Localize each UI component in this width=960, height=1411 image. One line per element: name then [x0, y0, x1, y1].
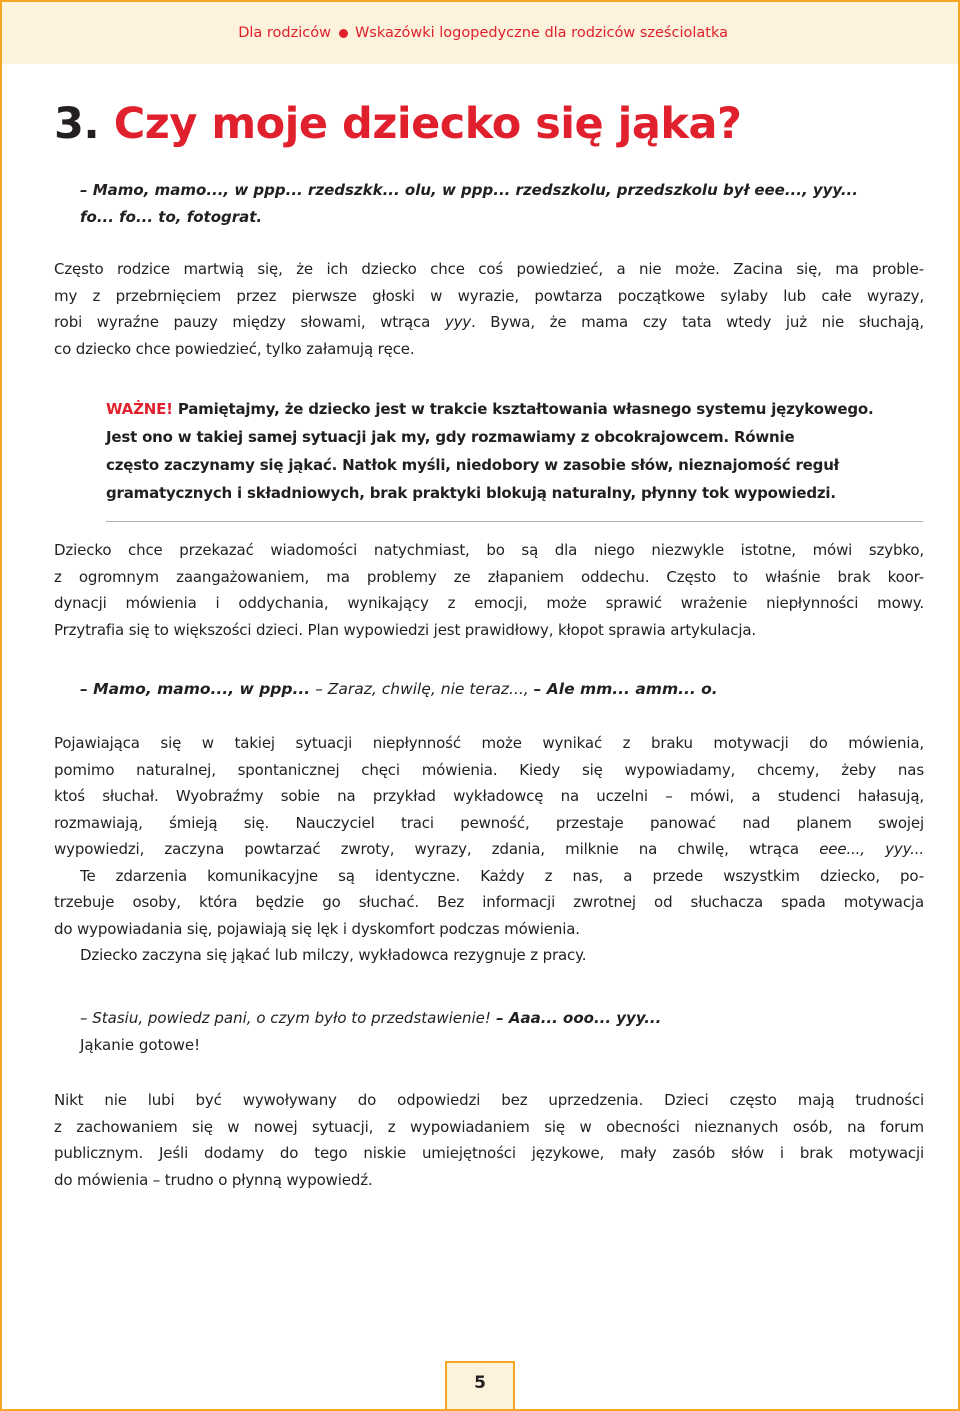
paragraph-line: Przytrafia się to większości dzieci. Plan wypowiedzi jest prawidłowy, kłopot sprawia artykulacja.: [54, 620, 757, 639]
paragraph-line: Często rodzice martwią się, że ich dziecko chce coś powiedzieć, a nie może. Zacina się, ma proble-: [54, 260, 924, 278]
quote-child: – Aaa... ooo... yyy...: [490, 1009, 662, 1027]
chapter-title: [54, 94, 742, 154]
quote-line: Jąkanie gotowe!: [80, 1036, 201, 1054]
text-run: wypowiedzi, zaczyna powtarzać zwroty, wyrazy, zdania, milknie na chwilę, wtrąca: [54, 840, 799, 858]
paragraph-line: z zachowaniem się w nowej sytuacji, z wypowiadaniem się w obecności nieznanych osób, na forum: [54, 1117, 924, 1136]
paragraph-line: dynacji mówienia i oddychania, wynikający z emocji, może sprawić wrażenie niepłynności mowy.: [54, 594, 924, 612]
quote-line: fo... fo... to, fotograt.: [80, 208, 263, 226]
paragraph-line: Te zdarzenia komunikacyjne są identyczne. Każdy z nas, a przede wszystkim dziecko, po-: [80, 866, 924, 885]
header-subtitle: Wskazówki logopedyczne dla rodziców sześciolatka: [354, 25, 728, 41]
paragraph-line: [54, 836, 924, 863]
italic-text-run: eee..., yyy...: [819, 840, 924, 858]
paragraph-line: pomimo naturalnej, spontanicznej chęci mówienia. Kiedy się wypowiadamy, chcemy, żeby nas: [54, 760, 924, 779]
page-number: 5: [445, 1361, 515, 1409]
paragraph-line: Dziecko zaczyna się jąkać lub milczy, wykładowca rezygnuje z pracy.: [80, 946, 587, 964]
paragraph-line: publicznym. Jeśli dodamy do tego niskie umiejętności językowe, mały zasób słów i brak motywacji: [54, 1144, 924, 1162]
paragraph-line: co dziecko chce powiedzieć, tylko załamują ręce.: [54, 339, 415, 358]
quote-line: – Mamo, mamo..., w ppp... rzedszkk... olu, w ppp... rzedszkolu, przedszkolu był eee..., yyy...: [80, 181, 858, 199]
important-note: [106, 395, 924, 507]
important-line: często zaczynamy się jąkać. Natłok myśli, niedobory w zasobie słów, nieznajomość reguł: [106, 456, 840, 474]
paragraph-line: z ogromnym zaangażowaniem, ma problemy ze złapaniem oddechu. Często to właśnie brak koor-: [54, 567, 924, 586]
text-run: . Bywa, że mama czy tata wtedy już nie słuchają,: [471, 313, 925, 331]
paragraph-line: my z przebrnięciem przez pierwsze głoski w wyrazie, powtarza początkowe sylaby lub całe wyrazy,: [54, 286, 924, 305]
paragraph-line: [54, 309, 924, 336]
paragraph-line: do wypowiadania się, pojawiają się lęk i dyskomfort podczas mówienia.: [54, 919, 580, 938]
paragraph-line: Dziecko chce przekazać wiadomości natychmiast, bo są dla niego niezwykle istotne, mówi szybko,: [54, 541, 924, 559]
paragraph-1: [54, 256, 924, 362]
paragraph-line: Pojawiająca się w takiej sytuacji niepłynność może wynikać z braku motywacji do mówienia,: [54, 734, 924, 752]
quote-line: [80, 676, 950, 703]
quote-2: [80, 676, 950, 703]
divider: [106, 521, 923, 522]
quote-teacher: – Stasiu, powiedz pani, o czym było to przedstawienie!: [80, 1009, 491, 1027]
text-run: Pamiętajmy, że dziecko jest w trakcie kształtowania własnego systemu językowego.: [172, 400, 874, 418]
quote-parent: – Zaraz, chwilę, nie teraz...,: [310, 680, 534, 698]
important-line: Jest ono w takiej samej sytuacji jak my, gdy rozmawiamy z obcokrajowcem. Równie: [106, 428, 795, 446]
text-run: robi wyraźne pauzy między słowami, wtrąca: [54, 313, 431, 331]
quote-3: [80, 1005, 950, 1059]
important-line: gramatycznych i składniowych, brak praktyki blokują naturalny, płynny tok wypowiedzi.: [106, 484, 836, 502]
paragraph-line: rozmawiają, śmieją się. Nauczyciel traci pewność, przestaje panować nad planem swojej: [54, 813, 924, 832]
paragraph-4: [54, 1087, 924, 1193]
paragraph-line: ktoś słuchał. Wyobraźmy sobie na przykład wykładowcę na uczelni – mówi, a studenci hałasują,: [54, 787, 924, 805]
important-label: WAŻNE!: [106, 400, 173, 418]
quote-child: – Mamo, mamo..., w ppp...: [80, 680, 311, 698]
header-section: Dla rodziców: [238, 25, 331, 41]
italic-text-run: yyy: [444, 313, 472, 331]
chapter-number: 3.: [54, 99, 100, 149]
important-line: [106, 395, 924, 423]
paragraph-line: Nikt nie lubi być wywoływany do odpowiedzi bez uprzedzenia. Dzieci często mają trudności: [54, 1091, 924, 1109]
chapter-title-text: Czy moje dziecko się jąka?: [113, 99, 742, 149]
paragraph-line: trzebuje osoby, która będzie go słuchać. Bez informacji zwrotnej od słuchacza spada motywacja: [54, 893, 924, 911]
quote-line: [80, 1005, 950, 1032]
paragraph-2: [54, 537, 924, 643]
quote-child: – Ale mm... amm... o.: [533, 680, 718, 698]
running-header: [2, 2, 958, 64]
quote-1: [80, 177, 950, 231]
bullet-dot-icon: [339, 29, 348, 38]
paragraph-3: [54, 730, 924, 969]
paragraph-line: do mówienia – trudno o płynną wypowiedź.: [54, 1170, 373, 1189]
